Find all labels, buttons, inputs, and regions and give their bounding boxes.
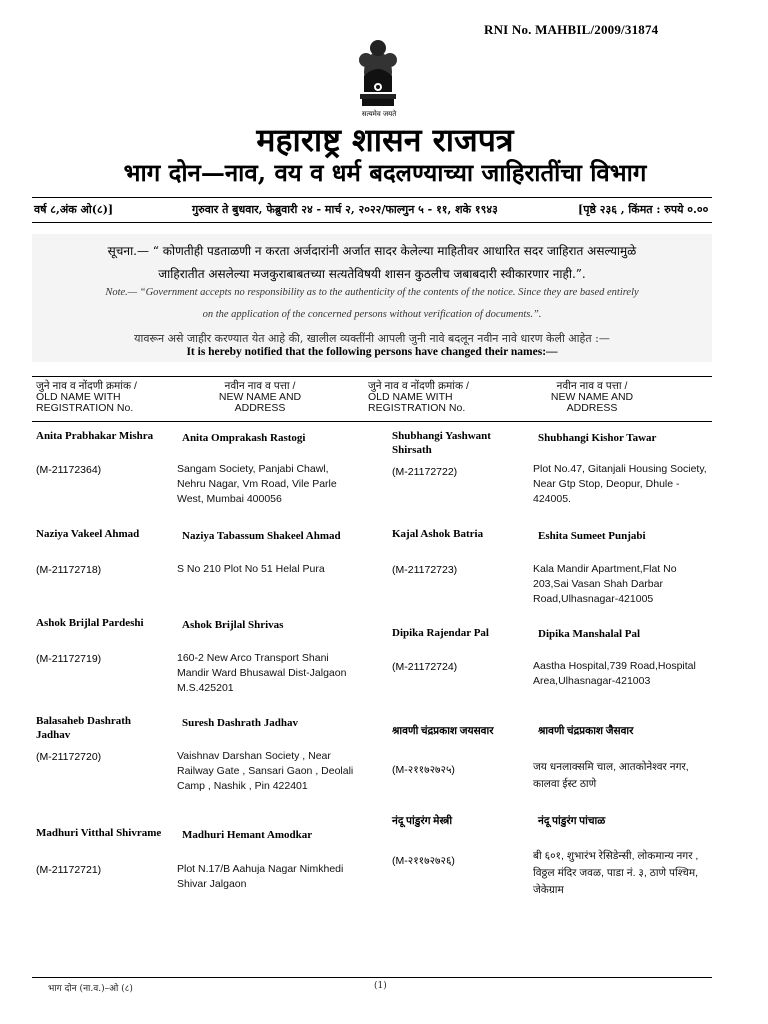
old-name: नंदू पांडुरंग मेस्त्री <box>392 816 453 827</box>
address: Aastha Hospital,739 Road,Hospital Area,Ulhasnagar-421003 <box>533 660 696 687</box>
columns-bottom-rule <box>32 421 712 422</box>
old-name: Ashok Brijlal Pardeshi <box>36 617 144 629</box>
registration-number: (M-२११७२७२६) <box>392 855 455 867</box>
volume-label: वर्ष ८,अंक ओ(८)] <box>34 203 114 216</box>
address: Kala Mandir Apartment,Flat No 203,Sai Vasan Shah Darbar Road,Ulhasnagar-421005 <box>533 563 677 605</box>
new-name: Shubhangi Kishor Tawar <box>538 432 657 444</box>
pages-price: [पृष्ठे २३६ , किंमत : रुपये ०.०० <box>578 203 709 216</box>
old-name: श्रावणी चंद्रप्रकाश जयसवार <box>392 726 494 737</box>
footer-part-label: भाग दोन (ना.व.)–ओ (८) <box>48 984 133 994</box>
old-name: Shubhangi Yashwant Shirsath <box>392 430 491 456</box>
address: Sangam Society, Panjabi Chawl, Nehru Nagar, Vm Road, Vile Parle West, Mumbai 400056 <box>177 463 337 505</box>
left-old-name-header: जुने नाव व नोंदणी क्रमांक / OLD NAME WITH REGISTRATION No. <box>36 380 137 414</box>
new-name: Dipika Manshalal Pal <box>538 628 641 640</box>
registration-number: (M-21172724) <box>392 661 458 673</box>
old-name: Balasaheb Dashrath Jadhav <box>36 715 132 741</box>
registration-number: (M-21172718) <box>36 564 102 576</box>
registration-number: (M-21172364) <box>36 464 102 476</box>
old-name: Anita Prabhakar Mishra <box>36 430 154 442</box>
old-name: Madhuri Vitthal Shivrame <box>36 827 162 839</box>
notice-english-line-2: on the application of the concerned persons without verification of documents.”. <box>202 309 542 320</box>
new-name: Anita Omprakash Rastogi <box>182 432 306 444</box>
address: Vaishnav Darshan Society , Near Railway Gate , Sansari Gaon , Deolali Camp , Nashik , Pin 422401 <box>177 750 354 792</box>
notice-marathi-line-1: सूचना.— “ कोणतीही पडताळणी न करता अर्जदारांनी अर्जात सादर केलेल्या माहितीवर आधारित सदर जाहिरात असल्यामुळे <box>107 244 637 258</box>
address: Plot N.17/B Aahuja Nagar Nimkhedi Shivar Jalgaon <box>177 863 344 890</box>
right-new-name-header: नवीन नाव व पत्ता / NEW NAME AND ADDRESS <box>550 380 634 414</box>
registration-number: (M-21172723) <box>392 564 458 576</box>
right-old-name-header: जुने नाव व नोंदणी क्रमांक / OLD NAME WITH REGISTRATION No. <box>368 380 469 414</box>
notice-marathi-line-2: जाहिरातीत असलेल्या मजकुराबाबतच्या सत्यतेविषयी शासन कुठलीच जबाबदारी स्वीकारणार नाही.”. <box>158 267 586 281</box>
old-name: Naziya Vakeel Ahmad <box>36 528 140 540</box>
date-range: गुरुवार ते बुधवार, फेब्रुवारी २४ - मार्च २, २०२२/फाल्गुन ५ - ११, शके १९४३ <box>192 203 498 216</box>
registration-number: (M-२११७२७२५) <box>392 764 455 776</box>
new-name: श्रावणी चंद्रप्रकाश जैसवार <box>538 726 634 737</box>
address: बी ६०१, शुभारंभ रेसिडेन्सी, लोकमान्य नगर , विठ्ठल मंदिर जवळ, पाडा नं. ३, ठाणे पश्चिम, जेकेग्राम <box>533 850 699 896</box>
registration-number: (M-21172722) <box>392 466 458 478</box>
registration-number: (M-21172721) <box>36 864 102 876</box>
columns-top-rule <box>32 376 712 377</box>
notice-marathi-line-3: यावरून असे जाहीर करण्यात येत आहे की, खालील व्यक्तींनी आपली जुनी नावे बदलून नवीन नावे धारण केली आहेत :— <box>134 332 610 345</box>
national-emblem-icon <box>348 32 408 116</box>
gazette-subtitle: भाग दोन—नाव, वय व धर्म बदलण्याच्या जाहिरातींचा विभाग <box>123 158 647 187</box>
new-name: नंदू पांडुरंग पांचाळ <box>538 816 606 827</box>
new-name: Ashok Brijlal Shrivas <box>182 619 284 631</box>
notice-english-line-3: It is hereby notified that the following persons have changed their names:— <box>186 346 558 358</box>
registration-number: (M-21172719) <box>36 653 102 665</box>
emblem-motto: सत्यमेव जयते <box>361 110 397 118</box>
header-bottom-rule <box>32 222 712 223</box>
notice-english-line-1: Note.— “Government accepts no responsibility as to the authenticity of the contents of the notice. Since they are based entirely <box>105 287 639 298</box>
address: S No 210 Plot No 51 Helal Pura <box>177 563 325 575</box>
new-name: Suresh Dashrath Jadhav <box>182 717 298 729</box>
new-name: Naziya Tabassum Shakeel Ahmad <box>182 530 341 542</box>
header-top-rule <box>32 197 712 198</box>
address: जय धनलाक्समि चाल, आतकोनेश्वर नगर, कालवा ईस्ट ठाणे <box>533 761 689 790</box>
registration-number: (M-21172720) <box>36 751 102 763</box>
gazette-title: महाराष्ट्र शासन राजपत्र <box>256 121 514 159</box>
rni-number: RNI No. MAHBIL/2009/31874 <box>484 22 659 37</box>
address: Plot No.47, Gitanjali Housing Society, Near Gtp Stop, Deopur, Dhule - 424005. <box>533 463 707 505</box>
footer-rule <box>32 977 712 978</box>
left-new-name-header: नवीन नाव व पत्ता / NEW NAME AND ADDRESS <box>218 380 302 414</box>
page-number: (1) <box>374 981 387 991</box>
address: 160-2 New Arco Transport Shani Mandir Ward Bhusawal Dist-Jalgaon M.S.425201 <box>177 652 347 694</box>
old-name: Dipika Rajendar Pal <box>392 627 489 639</box>
new-name: Eshita Sumeet Punjabi <box>538 530 646 542</box>
old-name: Kajal Ashok Batria <box>392 528 484 540</box>
new-name: Madhuri Hemant Amodkar <box>182 829 313 841</box>
